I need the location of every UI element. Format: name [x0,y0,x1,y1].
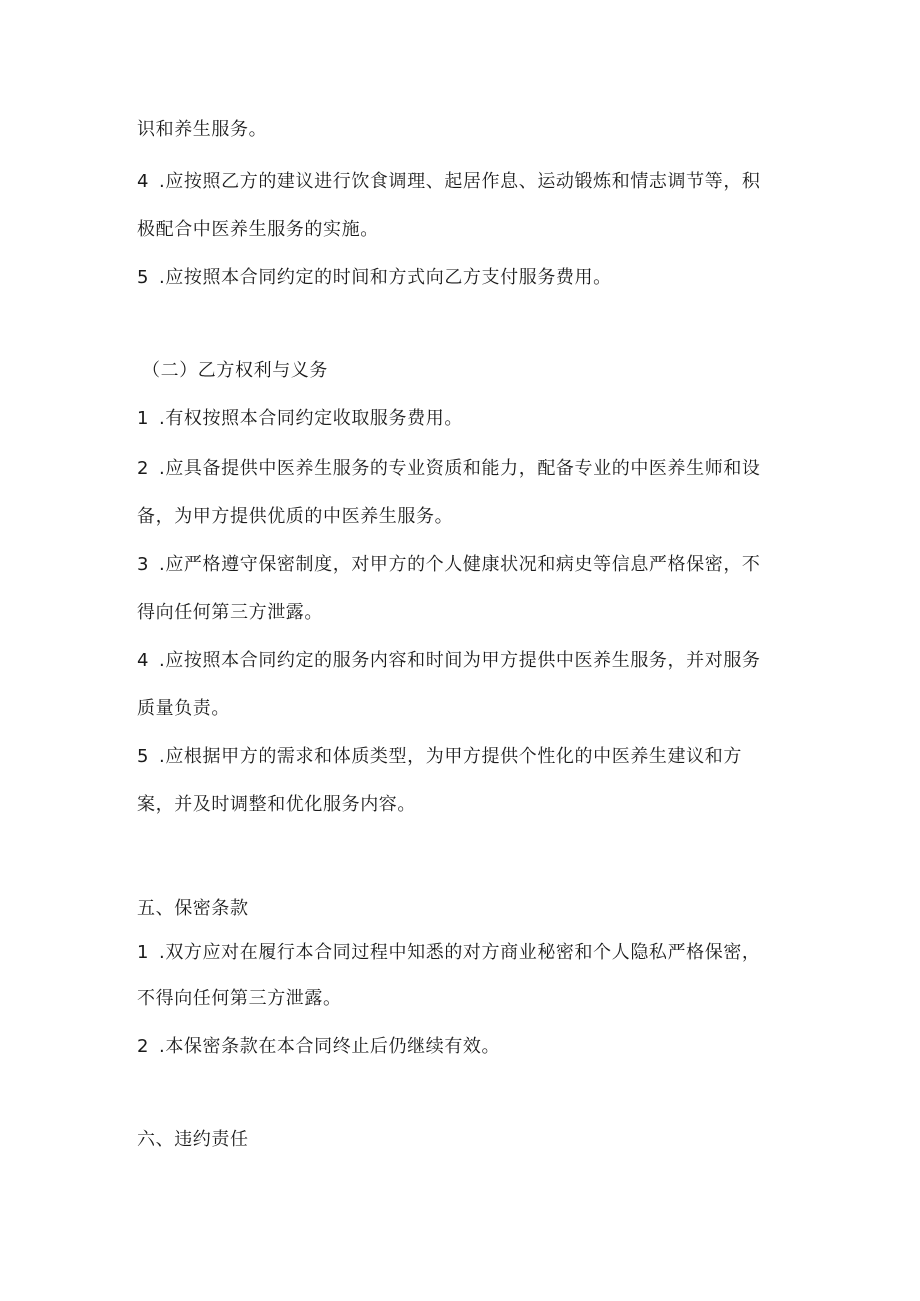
list-item [137,457,761,481]
heading-text: 六、违约责任 [137,1129,249,1150]
list-item [137,407,463,431]
line-text: 备，为甲方提供优质的中医养生服务。 [137,506,454,527]
line-text: .有权按照本合同约定收取服务费用。 [159,408,463,429]
text-line [137,505,453,529]
text-line [137,601,323,625]
text-line [137,987,342,1011]
text-line [137,118,267,142]
section-heading [137,897,249,921]
list-item [137,941,761,965]
list-item [137,649,761,673]
item-number: 2 [137,1036,150,1057]
item-number: 1 [137,408,150,429]
list-item [137,1035,500,1059]
text-line [137,793,416,817]
text-line [137,218,379,242]
line-text: .应具备提供中医养生服务的专业资质和能力，配备专业的中医养生师和设 [159,458,761,479]
line-text: .本保密条款在本合同终止后仍继续有效。 [159,1036,501,1057]
item-number: 2 [137,458,150,479]
line-text: .应根据甲方的需求和体质类型，为甲方提供个性化的中医养生建议和方 [159,746,742,767]
line-text: .双方应对在履行本合同过程中知悉的对方商业秘密和个人隐私严格保密， [159,942,761,963]
section-heading [137,1128,249,1152]
line-text: .应严格遵守保密制度，对甲方的个人健康状况和病史等信息严格保密，不 [159,554,761,575]
item-number: 4 [137,171,150,192]
heading-text: （二）乙方权利与义务 [142,360,328,381]
list-item [137,553,761,577]
section-heading [142,359,328,383]
item-number: 3 [137,554,150,575]
line-text: 不得向任何第三方泄露。 [137,988,342,1009]
line-text: .应按照乙方的建议进行饮食调理、起居作息、运动锻炼和情志调节等，积 [159,171,761,192]
line-text: 识和养生服务。 [137,119,268,140]
item-number: 4 [137,650,150,671]
line-text: 得向任何第三方泄露。 [137,602,323,623]
line-text: 案，并及时调整和优化服务内容。 [137,794,416,815]
item-number: 5 [137,746,150,767]
line-text: 极配合中医养生服务的实施。 [137,219,379,240]
list-item [137,745,742,769]
line-text: .应按照本合同约定的时间和方式向乙方支付服务费用。 [159,267,612,288]
heading-text: 五、保密条款 [137,898,249,919]
item-number: 1 [137,942,150,963]
list-item [137,170,761,194]
line-text: .应按照本合同约定的服务内容和时间为甲方提供中医养生服务，并对服务 [159,650,761,671]
line-text: 质量负责。 [137,698,230,719]
list-item [137,266,612,290]
item-number: 5 [137,267,150,288]
text-line [137,697,230,721]
